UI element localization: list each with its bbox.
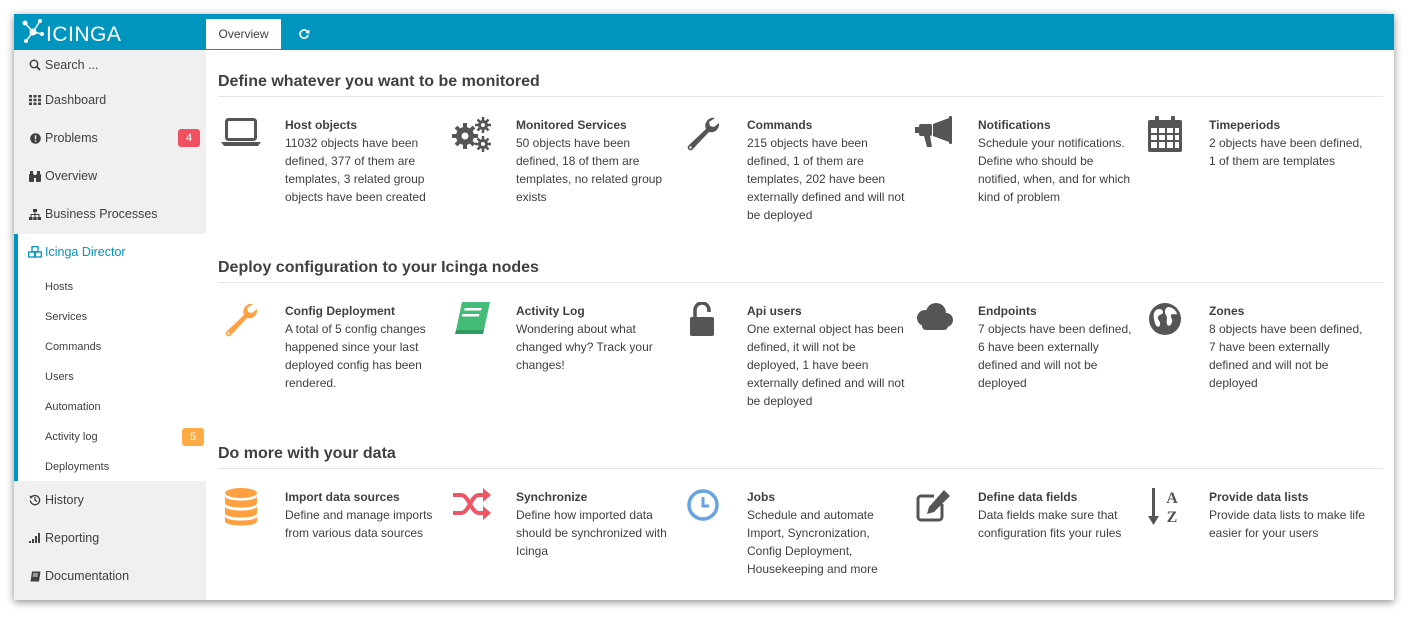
tile-title: Api users bbox=[747, 304, 802, 318]
tile-desc: 7 objects have been defined, 6 have been externally defined and will not be deployed bbox=[978, 322, 1132, 390]
megaphone-icon bbox=[912, 116, 956, 160]
sidebar-item-dashboard[interactable] bbox=[14, 82, 206, 118]
calendar-icon bbox=[1143, 116, 1187, 160]
tile-desc: Define and manage imports from various data sources bbox=[285, 508, 433, 540]
sub-item-activity-log[interactable] bbox=[45, 423, 203, 451]
globe-icon bbox=[1143, 302, 1187, 346]
brand-name: ICINGA bbox=[46, 23, 122, 46]
sidebar-item-label: Business Processes bbox=[45, 207, 158, 221]
sidebar-item-label: Overview bbox=[45, 169, 98, 183]
problems-badge: 4 bbox=[178, 129, 200, 147]
tile-title: Import data sources bbox=[285, 490, 400, 504]
sidebar-item-label: Icinga Director bbox=[45, 245, 126, 259]
sub-item-label: Commands bbox=[45, 341, 102, 353]
brand-header[interactable] bbox=[14, 14, 206, 50]
sidebar-item-label: History bbox=[45, 493, 84, 507]
sub-item-label: Users bbox=[45, 371, 74, 383]
shuffle-icon bbox=[450, 488, 494, 532]
sub-item-label: Activity log bbox=[45, 431, 98, 443]
tab-bar bbox=[206, 18, 1394, 50]
grid-icon bbox=[28, 93, 42, 107]
sidebar-item-overview[interactable] bbox=[14, 158, 206, 194]
laptop-icon bbox=[219, 116, 263, 160]
sub-item-label: Services bbox=[45, 311, 88, 323]
sidebar-item-reporting[interactable] bbox=[14, 520, 206, 556]
cloud-icon bbox=[912, 302, 956, 346]
tile-title: Define data fields bbox=[978, 490, 1078, 504]
refresh-icon[interactable] bbox=[298, 27, 312, 41]
sidebar-item-documentation[interactable] bbox=[14, 558, 206, 594]
tile-desc: Schedule and automate Import, Syncronization, Config Deployment, Housekeeping and more bbox=[747, 508, 878, 576]
tile-title: Commands bbox=[747, 118, 813, 132]
sort-alpha-icon bbox=[1143, 488, 1187, 532]
unlock-icon bbox=[681, 302, 725, 346]
wrench-icon bbox=[219, 302, 263, 346]
tile-desc: A total of 5 config changes happened since your last deployed config has been rendered. bbox=[285, 322, 426, 390]
tile-title: Notifications bbox=[978, 118, 1051, 132]
history-icon bbox=[28, 493, 42, 507]
sub-item-hosts[interactable] bbox=[45, 273, 203, 301]
tile-desc: 11032 objects have been defined, 377 of them are templates, 3 related group objects have been created bbox=[285, 136, 426, 204]
app-window bbox=[14, 14, 1394, 600]
section-title: Deploy configuration to your Icinga nodes bbox=[218, 259, 1383, 283]
tile-desc: Data fields make sure that configuration fits your rules bbox=[978, 508, 1122, 540]
sidebar-item-history[interactable] bbox=[14, 482, 206, 518]
cubes-icon bbox=[28, 245, 42, 259]
sub-item-deployments[interactable] bbox=[45, 453, 203, 481]
edit-icon bbox=[912, 488, 956, 532]
tile-desc: Wondering about what changed why? Track your changes! bbox=[516, 322, 653, 372]
tile-title: Synchronize bbox=[516, 490, 588, 504]
sub-item-label: Automation bbox=[45, 401, 101, 413]
sidebar-item-problems[interactable] bbox=[14, 120, 206, 156]
tile-title: Jobs bbox=[747, 490, 776, 504]
sub-item-services[interactable] bbox=[45, 303, 203, 331]
tile-title: Config Deployment bbox=[285, 304, 395, 318]
director-menu bbox=[14, 234, 206, 481]
sidebar-item-label: Documentation bbox=[45, 569, 130, 583]
wrench-icon bbox=[681, 116, 725, 160]
section-title: Define whatever you want to be monitored bbox=[218, 73, 1383, 97]
sidebar-item-business-processes[interactable] bbox=[14, 196, 206, 232]
gears-icon bbox=[450, 116, 494, 160]
sitemap-icon bbox=[28, 207, 42, 221]
tile-title: Zones bbox=[1209, 304, 1245, 318]
tab-overview[interactable]: Overview bbox=[206, 19, 281, 49]
binoculars-icon bbox=[28, 169, 42, 183]
sub-item-users[interactable] bbox=[45, 363, 203, 391]
sidebar-item-label: Dashboard bbox=[45, 93, 107, 107]
tile-desc: 8 objects have been defined, 7 have been externally defined and will not be deployed bbox=[1209, 322, 1363, 390]
sub-item-commands[interactable] bbox=[45, 333, 203, 361]
sidebar-item-label: Problems bbox=[45, 131, 98, 145]
section-title: Do more with your data bbox=[218, 445, 1383, 469]
tile-title: Provide data lists bbox=[1209, 490, 1309, 504]
icinga-logo-icon bbox=[20, 17, 46, 47]
tile-title: Timeperiods bbox=[1209, 118, 1281, 132]
activity-log-badge: 5 bbox=[182, 428, 204, 446]
svg-text:Z: Z bbox=[1166, 509, 1178, 526]
search-box[interactable] bbox=[14, 47, 206, 83]
database-icon bbox=[219, 488, 263, 532]
tile-desc: One external object has been defined, it will not be deployed, 1 have been externally defined and will not be deployed bbox=[747, 322, 905, 408]
sub-item-label: Hosts bbox=[45, 281, 74, 293]
tile-title: Activity Log bbox=[516, 304, 585, 318]
tile-desc: Schedule your notifications. Define who should be notified, when, and for which kind of problem bbox=[978, 136, 1131, 204]
tile-desc: 215 objects have been defined, 1 of them are templates, 202 have been externally defined and will not be deployed bbox=[747, 136, 905, 222]
sidebar-item-label: Reporting bbox=[45, 531, 100, 545]
tile-desc: 2 objects have been defined, 1 of them are templates bbox=[1209, 136, 1363, 168]
sub-item-label: Deployments bbox=[45, 461, 110, 473]
dashboard-main bbox=[206, 50, 1394, 600]
tile-title: Endpoints bbox=[978, 304, 1037, 318]
sidebar-item-icinga-director[interactable] bbox=[14, 234, 206, 270]
bar-chart-icon bbox=[28, 531, 42, 545]
tile-title: Monitored Services bbox=[516, 118, 627, 132]
book-icon bbox=[450, 302, 494, 346]
alert-circle-icon bbox=[28, 131, 42, 145]
sidebar bbox=[14, 14, 206, 600]
tile-desc: Provide data lists to make life easier for your users bbox=[1209, 508, 1366, 540]
clock-icon bbox=[681, 488, 725, 532]
sub-item-automation[interactable] bbox=[45, 393, 203, 421]
tile-desc: 50 objects have been defined, 18 of them are templates, no related group exists bbox=[516, 136, 663, 204]
tile-title: Host objects bbox=[285, 118, 358, 132]
book-icon bbox=[28, 569, 42, 583]
search-label: Search ... bbox=[45, 58, 99, 72]
svg-text:A: A bbox=[1166, 490, 1178, 507]
search-icon bbox=[28, 58, 42, 72]
tile-desc: Define how imported data should be synchronized with Icinga bbox=[516, 508, 667, 558]
